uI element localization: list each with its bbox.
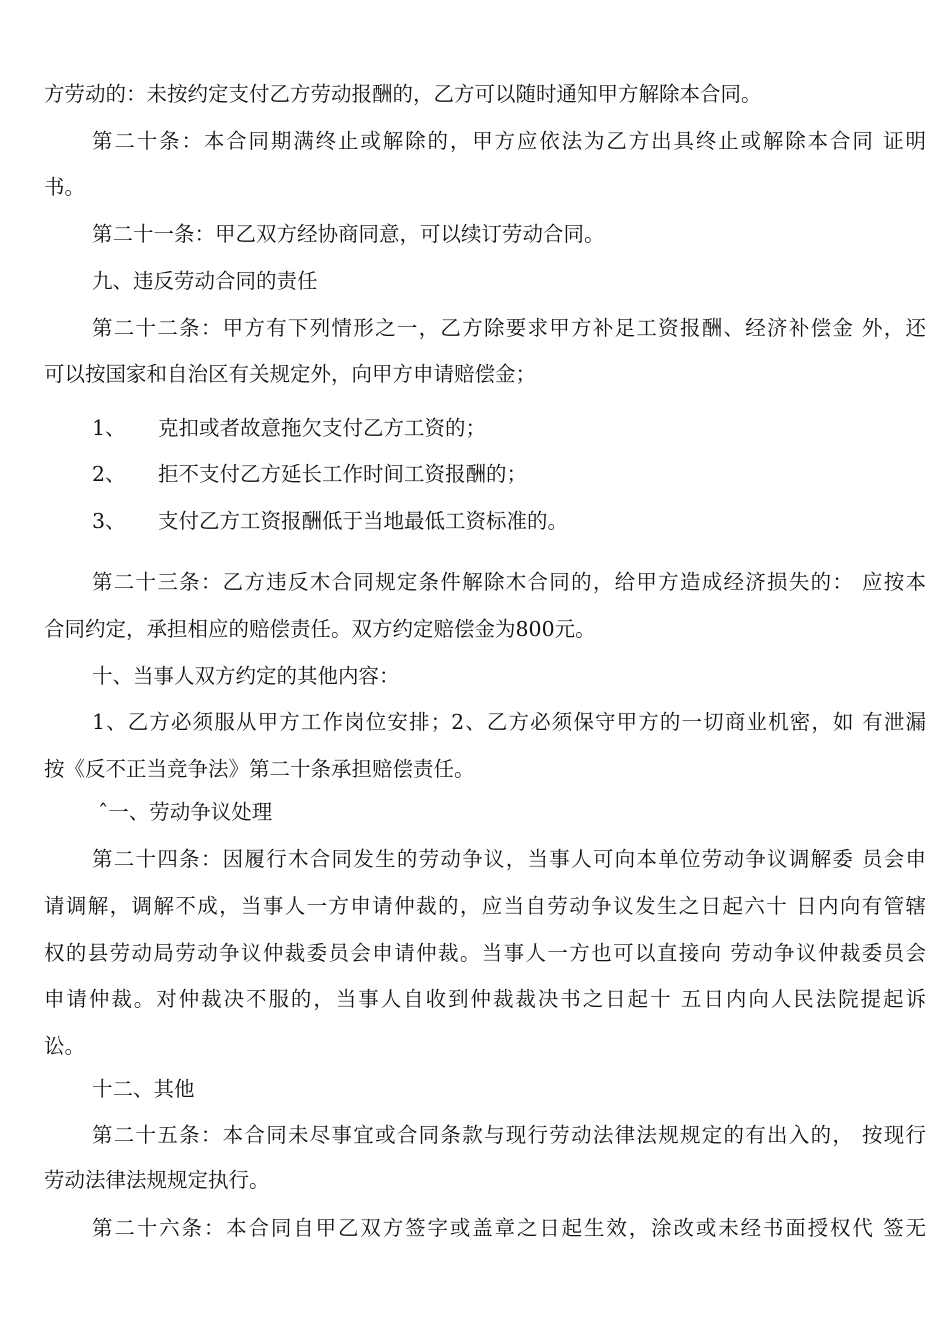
list-item-number: 1、 — [92, 416, 126, 440]
article-25-line: 第二十五条：本合同未尽事宜或合同条款与现行劳动法律法规规定的有出入的， 按现行 — [92, 1123, 926, 1147]
article-24-line: 第二十四条：因履行木合同发生的劳动争议，当事人可向本单位劳动争议调解委 员会申 — [92, 847, 926, 871]
agreement-line: 1、乙方必须服从甲方工作岗位安排；2、乙方必须保守甲方的一切商业机密，如 有泄漏 — [92, 710, 926, 734]
article-26-line: 第二十六条：本合同自甲乙双方签字或盖章之日起生效，涂改或未经书面授权代 签无 — [92, 1216, 926, 1240]
section-heading-11: ˆ一、劳动争议处理 — [98, 800, 273, 824]
list-item-number: 3、 — [92, 509, 126, 533]
article-20-line: 第二十条：本合同期满终止或解除的，甲方应依法为乙方出具终止或解除本合同 证明 — [92, 129, 926, 153]
paragraph-line: 书。 — [44, 175, 85, 199]
article-22-line: 第二十二条：甲方有下列情形之一，乙方除要求甲方补足工资报酬、经济补偿金 外，还 — [92, 316, 926, 340]
section-heading-12: 十二、其他 — [92, 1077, 195, 1101]
paragraph-line: 方劳动的：未按约定支付乙方劳动报酬的，乙方可以随时通知甲方解除本合同。 — [44, 82, 762, 106]
paragraph-line: 申请仲裁。对仲裁决不服的，当事人自收到仲裁裁决书之日起十 五日内向人民法院提起诉 — [44, 987, 926, 1011]
paragraph-line: 合同约定，承担相应的赔偿责任。双方约定赔偿金为800元。 — [44, 617, 596, 641]
paragraph-line: 劳动法律法规规定执行。 — [44, 1168, 270, 1192]
paragraph-line: 按《反不正当竞争法》第二十条承担赔偿责任。 — [44, 757, 475, 781]
article-23-line: 第二十三条：乙方违反木合同规定条件解除木合同的，给甲方造成经济损失的： 应按本 — [92, 570, 926, 594]
list-item-text: 克扣或者故意拖欠支付乙方工资的； — [158, 416, 486, 440]
list-item-text: 拒不支付乙方延长工作时间工资报酬的； — [158, 462, 527, 486]
list-item-text: 支付乙方工资报酬低于当地最低工资标准的。 — [158, 509, 568, 533]
paragraph-line: 讼。 — [44, 1034, 85, 1058]
paragraph-line: 可以按国家和自治区有关规定外，向甲方申请赔偿金； — [44, 362, 536, 386]
paragraph-line: 权的县劳动局劳动争议仲裁委员会申请仲裁。当事人一方也可以直接向 劳动争议仲裁委员会 — [44, 941, 926, 965]
paragraph-line: 请调解，调解不成，当事人一方申请仲裁的，应当自劳动争议发生之日起六十 日内向有管辖 — [44, 894, 926, 918]
article-21-line: 第二十一条：甲乙双方经协商同意，可以续订劳动合同。 — [92, 222, 605, 246]
list-item-number: 2、 — [92, 462, 126, 486]
section-heading-9: 九、违反劳动合同的责任 — [92, 269, 318, 293]
section-heading-10: 十、当事人双方约定的其他内容： — [92, 664, 400, 688]
